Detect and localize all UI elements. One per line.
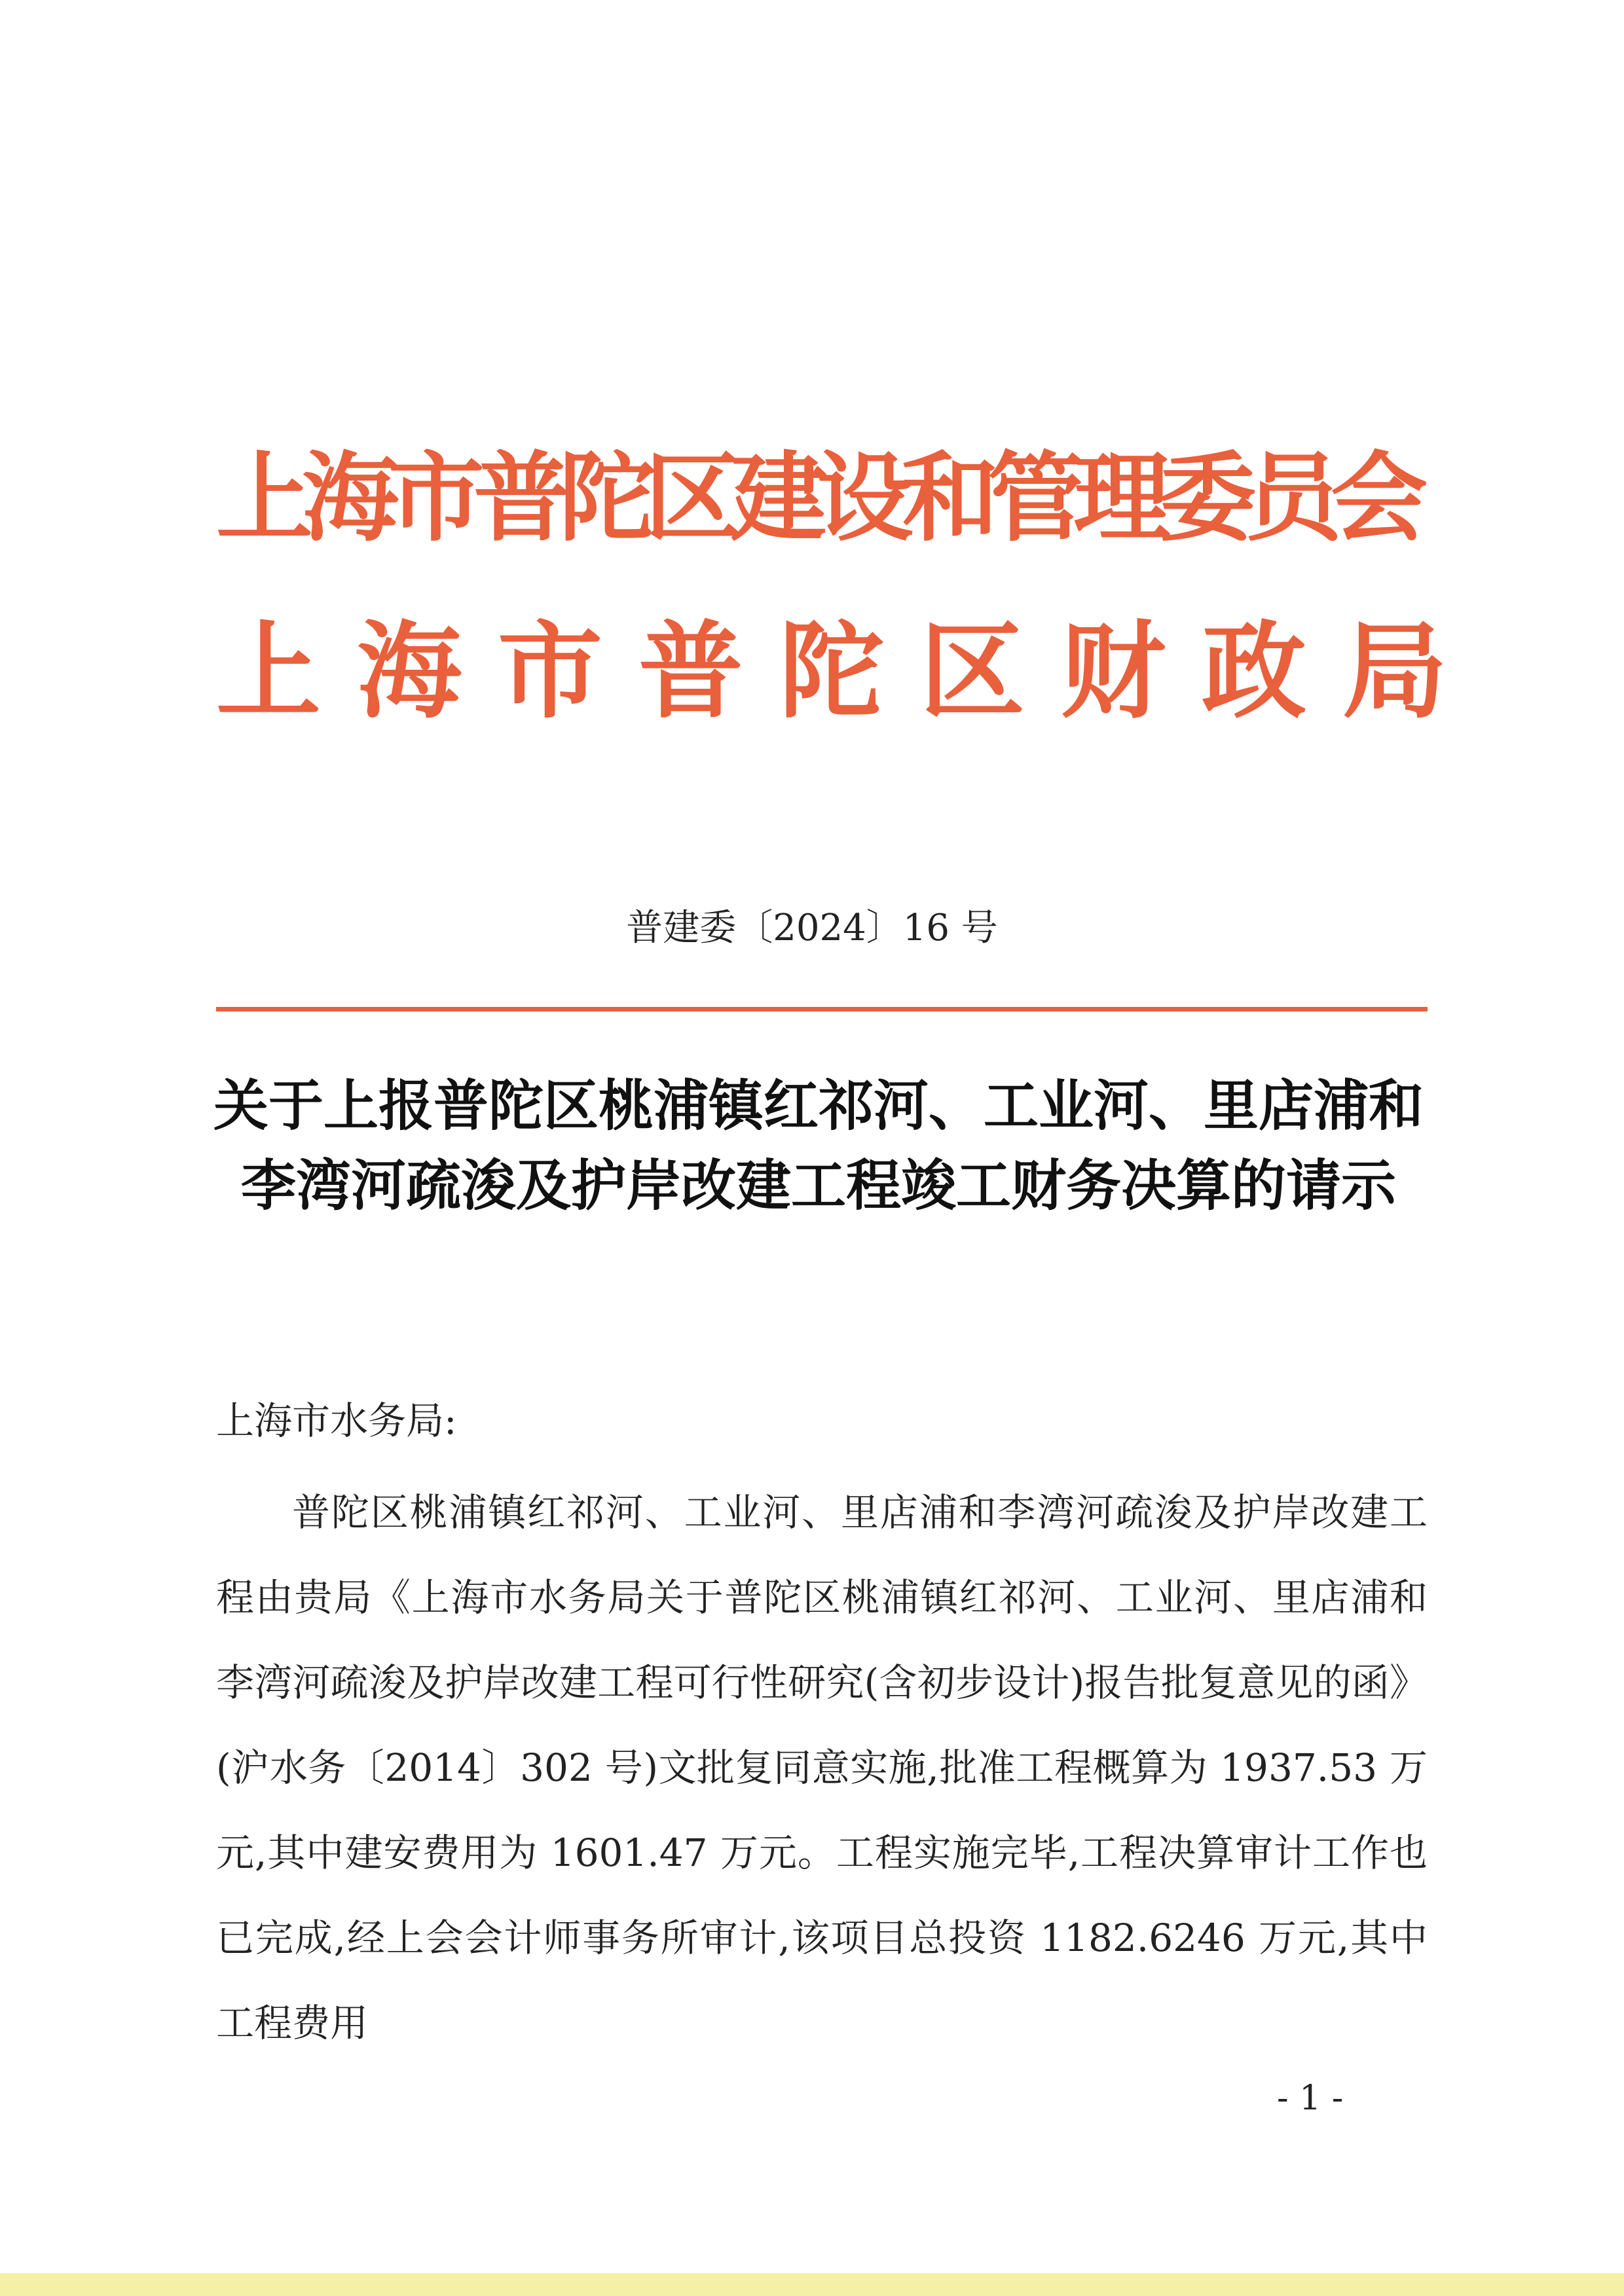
letterhead-char: 海 — [356, 610, 462, 733]
letterhead-char: 陀 — [779, 610, 884, 733]
letterhead-char: 市 — [497, 610, 602, 733]
body-paragraph: 普陀区桃浦镇红祁河、工业河、里店浦和李湾河疏浚及护岸改建工程由贵局《上海市水务局关于普陀区桃浦镇红祁河、工业河、里店浦和李湾河疏浚及护岸改建工程可行性研究(含初步设计)报告批复意见的函》(沪水务〔2014〕302 号)文批复同意实施,批准工程概算为 1937.53 万元,其中建安费用为 1601.47 万元。工程实施完毕,工程决算审计工作也已完成,经上会会计师事务所审计,该项目总投资 1182.6246 万元,其中工程费用 — [216, 1490, 1428, 2045]
letterhead-org-finance-bureau — [216, 602, 1447, 740]
letterhead-char: 普 — [638, 610, 743, 733]
letterhead-char: 财 — [1060, 610, 1166, 733]
scan-edge-strip — [0, 2273, 1624, 2296]
document-title: 关于上报普陀区桃浦镇红祁河、工业河、里店浦和李湾河疏浚及护岸改建工程竣工财务决算的请示 — [213, 1074, 1424, 1218]
document-number: 普建委〔2024〕16 号 — [626, 907, 998, 949]
letterhead-char: 区 — [919, 610, 1025, 733]
letterhead-char: 局 — [1342, 610, 1447, 733]
letterhead-char: 上 — [216, 610, 322, 733]
letterhead-divider — [216, 1007, 1428, 1011]
letterhead-char: 政 — [1201, 610, 1306, 733]
addressee: 上海市水务局: — [216, 1398, 457, 1443]
letterhead-org-construction-committee: 上海市普陀区建设和管理委员会 — [216, 441, 1416, 555]
page-number: - 1 - — [1277, 2079, 1344, 2118]
